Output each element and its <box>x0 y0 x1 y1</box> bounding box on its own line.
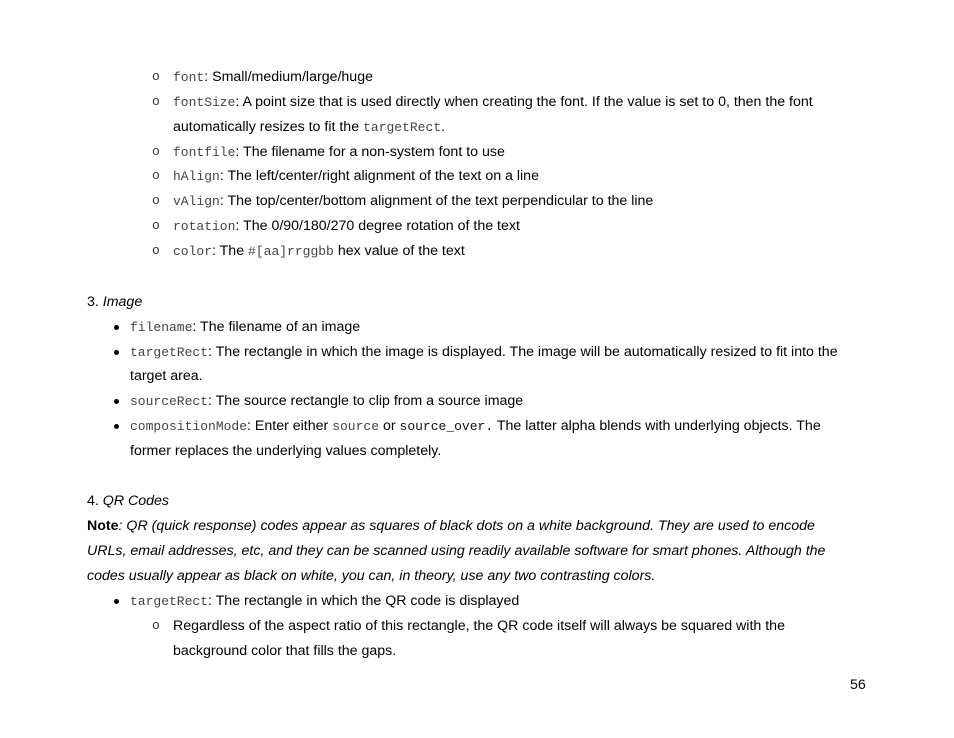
item-text: : A point size that is used directly when creating the font. If the value is set to 0, then the font <box>235 94 813 110</box>
image-item-filename <box>130 318 360 337</box>
font-list-item-fontfile <box>173 143 505 162</box>
page-number: 56 <box>850 677 866 693</box>
font-list-item-font <box>173 68 373 87</box>
sub-bullet-marker: o <box>152 69 160 84</box>
image-item-compositionmode-continued <box>130 442 441 460</box>
code-term: color <box>173 244 213 259</box>
section-number: 3. <box>87 294 103 310</box>
item-text: target area. <box>130 368 203 384</box>
font-list-item-color <box>173 242 465 261</box>
code-term: hAlign <box>173 169 220 184</box>
sub-bullet-marker: o <box>152 243 160 258</box>
code-term-hex: #[aa]rrggbb <box>248 244 334 259</box>
item-text: : The rectangle in which the image is displayed. The image will be automatically resized to fit into the <box>208 344 838 360</box>
code-term: compositionMode <box>130 419 248 434</box>
item-text: : Small/medium/large/huge <box>204 69 373 85</box>
sub-bullet-marker: o <box>152 218 160 233</box>
item-text: : The top/center/bottom alignment of the text perpendicular to the line <box>219 193 654 209</box>
section-title: QR Codes <box>102 493 170 509</box>
item-text: : The source rectangle to clip from a source image <box>208 393 524 409</box>
item-text: or <box>379 418 400 434</box>
item-text: : The left/center/right alignment of the text on a line <box>219 168 539 184</box>
code-term: filename <box>130 320 193 335</box>
section-number: 4. <box>87 493 103 509</box>
note-text: : QR (quick response) codes appear as squares of black dots on a white background. They are used to encode <box>118 518 815 534</box>
code-term: fontSize <box>173 95 236 110</box>
code-term: rotation <box>173 219 236 234</box>
image-item-targetrect-continued <box>130 367 203 385</box>
code-term-source-over: source_over. <box>399 419 494 434</box>
bullet-dot <box>114 399 119 404</box>
item-text: : The filename for a non-system font to use <box>235 144 505 160</box>
code-term-source: source <box>332 419 380 434</box>
image-item-sourcerect <box>130 392 523 411</box>
item-text: : The <box>212 243 249 259</box>
section-title: Image <box>102 294 143 310</box>
sub-bullet-marker: o <box>152 618 160 633</box>
item-text: : The 0/90/180/270 degree rotation of the text <box>235 218 520 234</box>
qr-sub-item-line-2: background color that fills the gaps. <box>173 643 397 659</box>
image-item-targetrect <box>130 343 838 362</box>
code-term: sourceRect <box>130 394 209 409</box>
font-list-item-fontsize <box>173 93 813 112</box>
item-text: former replaces the underlying values completely. <box>130 443 442 459</box>
item-text: automatically resizes to fit the <box>173 119 364 135</box>
bullet-dot <box>114 424 119 429</box>
font-list-item-valign <box>173 192 653 211</box>
item-text: hex value of the text <box>333 243 465 259</box>
image-item-compositionmode <box>130 417 821 436</box>
sub-bullet-marker: o <box>152 94 160 109</box>
sub-bullet-marker: o <box>152 168 160 183</box>
bullet-dot <box>114 325 119 330</box>
qr-note-line-3: codes usually appear as black on white, you can, in theory, use any two contrasting colors. <box>87 568 656 584</box>
qr-note-line-1 <box>87 517 815 535</box>
code-term: targetRect <box>130 594 209 609</box>
item-text-end: . <box>441 119 446 135</box>
bullet-dot <box>114 350 119 355</box>
code-term: fontfile <box>173 145 236 160</box>
font-list-item-halign <box>173 167 539 186</box>
item-text: : The filename of an image <box>192 319 361 335</box>
font-list-item-fontsize-continued <box>173 118 445 137</box>
qr-note-line-2: URLs, email addresses, etc, and they can be scanned using readily available software for smart phones. Although the <box>87 543 826 559</box>
section-heading-qr-codes <box>87 492 169 510</box>
item-text: : The rectangle in which the QR code is displayed <box>208 593 520 609</box>
code-term: vAlign <box>173 194 220 209</box>
note-label: Note <box>87 518 119 534</box>
sub-bullet-marker: o <box>152 144 160 159</box>
code-term: targetRect <box>363 120 442 135</box>
bullet-dot <box>114 599 119 604</box>
section-heading-image <box>87 293 142 311</box>
sub-bullet-marker: o <box>152 193 160 208</box>
code-term: targetRect <box>130 345 209 360</box>
qr-sub-item-line-1: Regardless of the aspect ratio of this rectangle, the QR code itself will always be squared with the <box>173 618 785 634</box>
item-text: The latter alpha blends with underlying objects. The <box>493 418 821 434</box>
font-list-item-rotation <box>173 217 520 236</box>
item-text: : Enter either <box>247 418 333 434</box>
qr-item-targetrect <box>130 592 519 611</box>
code-term: font <box>173 70 205 85</box>
